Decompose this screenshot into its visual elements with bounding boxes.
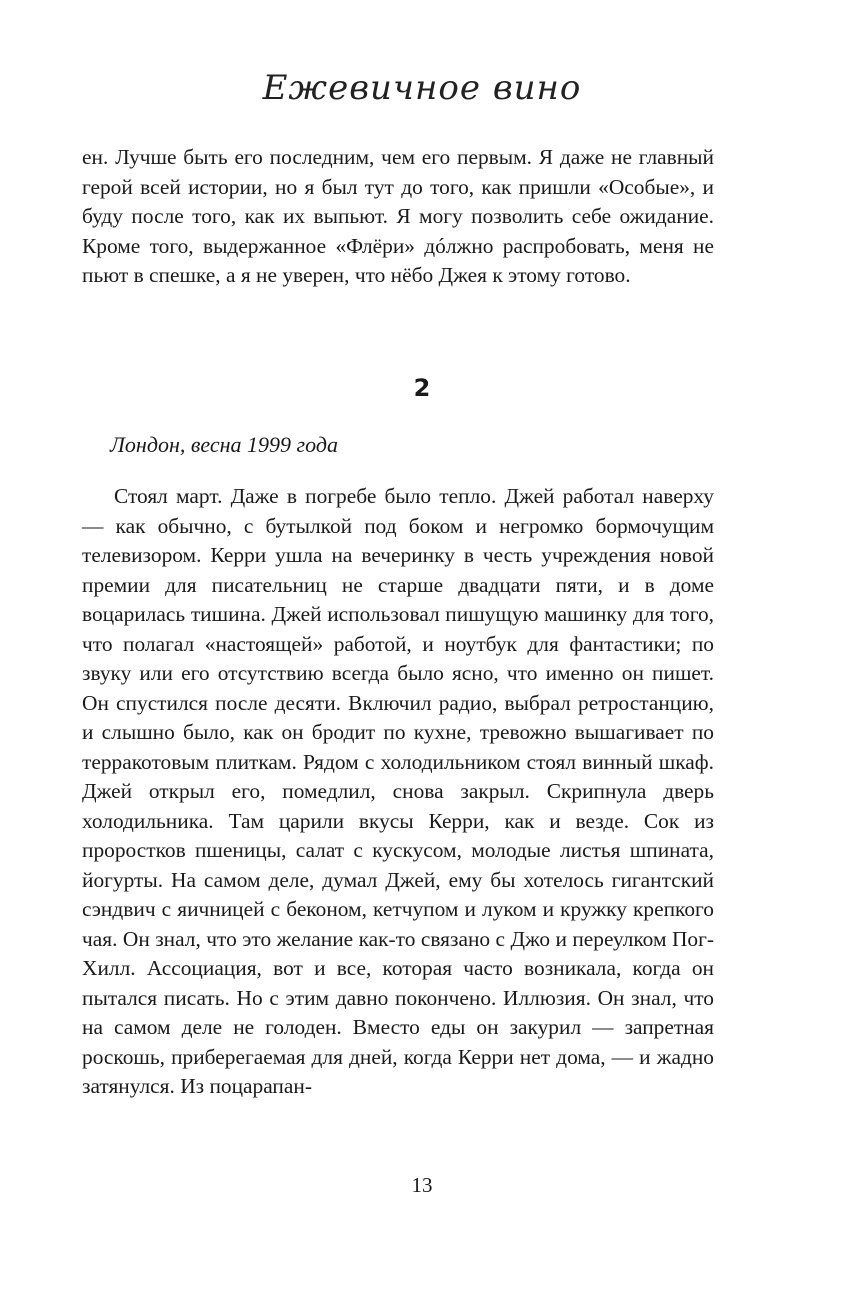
continuation-text bbox=[82, 143, 714, 291]
page-number: 13 bbox=[411, 1173, 433, 1197]
chapter-body bbox=[82, 482, 714, 1102]
running-header-title: Ежевичное вино bbox=[262, 68, 582, 108]
chapter-epigraph: Лондон, весна 1999 года bbox=[110, 432, 338, 457]
chapter-paragraph: Стоял март. Даже в погребе было тепло. Джей работал наверху — как обычно, с бутылкой под боком и негромко бормочущим телевизором. Керри ушла на вечеринку в честь учреждения новой премии для писательниц не старше двадцати пяти, и в доме воцарилась тишина. Джей использовал пишущую машинку для того, что полагал «настоящей» работой, и ноутбук для фантастики; по звуку или его отсутствию всегда было ясно, что именно он пишет. Он спустился после десяти. Включил радио, выбрал ретростанцию, и слышно было, как он бродит по кухне, тревожно вышагивает по терракотовым плиткам. Рядом с холодильником стоял винный шкаф. Джей открыл его, помедлил, снова закрыл. Скрипнула дверь холодильника. Там царили вкусы Керри, как и везде. Сок из проростков пшеницы, салат с кускусом, молодые листья шпината, йогурты. На самом деле, думал Джей, ему бы хотелось гигантский сэндвич с яичницей с беконом, кетчупом и луком и кружку крепкого чая. Он знал, что это желание как-то связано с Джо и переулком Пог-Хилл. Ассоциация, вот и все, которая часто возникала, когда он пытался писать. Но с этим давно покончено. Иллюзия. Он знал, что на самом деле не голоден. Вместо еды он закурил — запретная роскошь, приберегаемая для дней, когда Керри нет дома, — и жадно затянулся. Из поцарапан- bbox=[82, 484, 714, 1098]
continuation-paragraph: ен. Лучше быть его последним, чем его первым. Я даже не главный герой всей истории, но я был тут до того, как пришли «Особые», и буду после того, как их выпьют. Я могу позволить себе ожидание. Кроме того, выдержанное «Флёри» дóлжно распробовать, меня не пьют в спешке, а я не уверен, что нёбо Джея к этому готово. bbox=[82, 145, 714, 287]
chapter-number: 2 bbox=[413, 374, 431, 402]
